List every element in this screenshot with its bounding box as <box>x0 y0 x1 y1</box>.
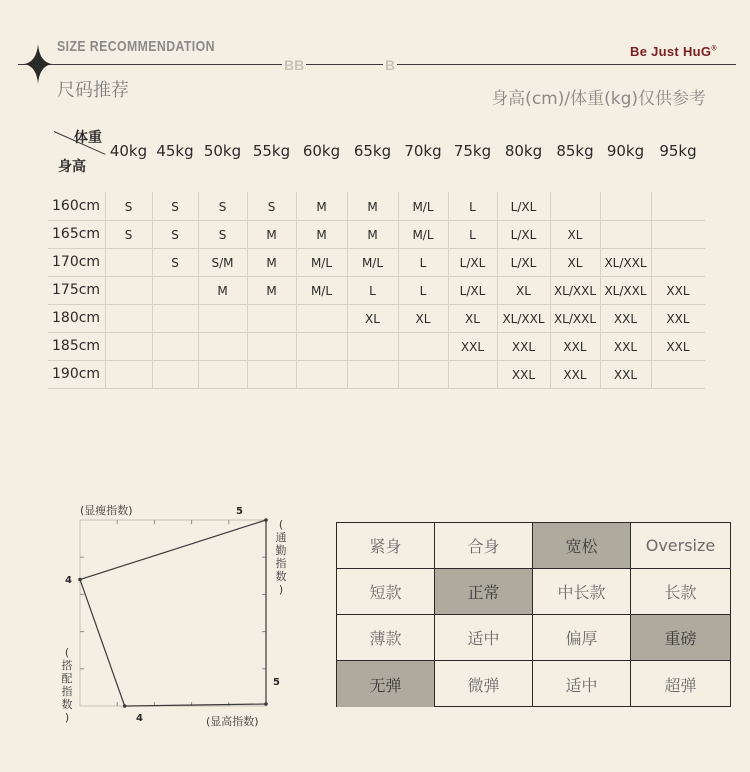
slimming-index-label: (显瘦指数) <box>80 504 133 517</box>
height-label: 185cm <box>52 338 101 354</box>
fit-index-plot <box>60 510 280 730</box>
height-label: 165cm <box>52 226 101 242</box>
size-cell: L <box>419 256 427 270</box>
attribute-option: 合身 <box>435 523 533 569</box>
vertical-label-char: 通 <box>275 531 287 544</box>
brand-logo <box>630 44 717 59</box>
size-cell: XXL <box>563 368 587 382</box>
matching-index-value: 4 <box>65 575 72 586</box>
registered-mark: ® <box>711 45 717 53</box>
watermark-logo-a: BB <box>284 57 305 73</box>
size-cell: M/L <box>310 256 333 270</box>
weight-header: 45kg <box>156 142 194 160</box>
table-column-divider <box>152 192 153 388</box>
attribute-option: Oversize <box>631 523 730 569</box>
fit-index-polygon <box>80 520 266 706</box>
size-cell: M <box>316 200 327 214</box>
table-row-divider <box>48 248 705 249</box>
attribute-option: 偏厚 <box>533 615 631 661</box>
size-cell: XXL <box>511 340 536 354</box>
fit-index-point <box>123 704 127 708</box>
fit-index-point <box>78 578 82 582</box>
size-cell: S <box>218 200 227 214</box>
weight-header: 50kg <box>203 142 242 160</box>
size-cell: XL <box>365 312 380 326</box>
attribute-option: 超弹 <box>664 675 697 695</box>
size-cell: S <box>124 228 133 242</box>
size-cell: XXL <box>666 340 690 354</box>
attribute-option-selected: 无弹 <box>337 661 435 707</box>
attribute-option-selected: 重磅 <box>631 615 730 661</box>
size-cell: S <box>124 200 133 214</box>
vertical-label-char: ) <box>64 711 70 724</box>
weight-header: 85kg <box>556 142 594 160</box>
fabric-attribute-grid <box>336 522 731 707</box>
attribute-option: 短款 <box>337 569 435 615</box>
size-cell: L/XL <box>459 256 486 270</box>
size-cell: S <box>267 200 276 214</box>
size-cell: M <box>316 228 327 242</box>
attribute-option: 薄款 <box>337 615 435 661</box>
size-cell: XL <box>567 256 583 270</box>
size-cell: S <box>218 228 227 242</box>
size-cell: M/L <box>310 284 333 298</box>
size-cell: XL/XXL <box>604 284 647 298</box>
table-row-divider <box>48 276 705 277</box>
weight-header: 80kg <box>504 142 543 160</box>
size-cell: M/L <box>412 228 434 242</box>
size-cell: L <box>469 200 476 214</box>
size-cell: S/M <box>211 256 234 270</box>
size-cell: XL <box>516 284 531 298</box>
size-cell: L <box>419 284 427 298</box>
table-row-divider <box>48 220 705 221</box>
table-row-divider <box>48 360 705 361</box>
vertical-label-char: 指 <box>61 685 73 698</box>
header-divider <box>18 64 736 65</box>
weight-header: 75kg <box>453 142 492 160</box>
vertical-label-char: 勤 <box>275 544 287 557</box>
table-column-divider <box>105 192 106 388</box>
height-label: 190cm <box>52 366 101 382</box>
size-cell: XL/XXL <box>553 312 597 326</box>
attribute-option: 微弹 <box>435 661 533 707</box>
attribute-option: 适中 <box>435 615 533 661</box>
size-cell: S <box>171 200 179 214</box>
size-cell: M <box>266 284 277 298</box>
size-cell: M/L <box>361 256 384 270</box>
height-label: 175cm <box>52 282 101 298</box>
page-title-en: SIZE RECOMMENDATION <box>57 38 215 55</box>
vertical-label-char: 搭 <box>61 659 73 672</box>
height-label: 160cm <box>52 198 101 214</box>
size-cell: L/XL <box>510 200 537 214</box>
size-cell: M <box>367 200 378 214</box>
attribute-option: 长款 <box>631 569 730 615</box>
brand-name: Be Just HuG <box>630 44 712 59</box>
size-cell: XXL <box>563 340 587 354</box>
size-cell: XXL <box>666 312 690 326</box>
weight-header: 55kg <box>252 142 291 160</box>
size-cell: L <box>469 228 476 242</box>
size-cell: XL <box>415 312 431 326</box>
size-cell: XXL <box>613 340 638 354</box>
size-cell: M <box>266 256 277 270</box>
fit-index-point <box>264 518 268 522</box>
vertical-label-char: 指 <box>275 557 287 570</box>
vertical-label-char: 数 <box>61 698 73 711</box>
size-cell: XL/XXL <box>502 312 545 326</box>
size-cell: M <box>217 284 228 298</box>
size-cell: XL <box>465 312 480 326</box>
watermark-logo-b: B <box>385 57 396 73</box>
size-cell: XL/XXL <box>604 256 647 270</box>
size-cell: M <box>367 228 378 242</box>
size-cell: XXL <box>613 312 638 326</box>
height-label: 180cm <box>52 310 101 326</box>
size-cell: S <box>171 256 179 270</box>
size-cell: XXL <box>613 368 638 382</box>
page-title-cn: 尺码推荐 <box>57 80 129 101</box>
attribute-option-selected: 正常 <box>435 569 533 615</box>
height-index-value: 4 <box>136 713 143 724</box>
attribute-option-selected: 宽松 <box>533 523 631 569</box>
size-cell: XXL <box>460 340 485 354</box>
weight-header: 65kg <box>353 142 392 160</box>
vertical-label-char: ( <box>278 518 284 531</box>
vertical-label-char: ) <box>278 583 284 596</box>
size-cell: XL/XXL <box>553 284 597 298</box>
vertical-label-char: ( <box>64 646 70 659</box>
attribute-option: 中长款 <box>533 569 631 615</box>
table-row-divider <box>48 388 705 389</box>
size-cell: XXL <box>666 284 690 298</box>
attribute-option: 紧身 <box>337 523 435 569</box>
size-cell: M <box>266 228 277 242</box>
weight-header: 40kg <box>109 142 148 160</box>
table-row-divider <box>48 304 705 305</box>
size-cell: L <box>369 284 376 298</box>
size-cell: S <box>171 228 179 242</box>
size-cell: XXL <box>511 368 536 382</box>
fit-index-point <box>264 702 268 706</box>
size-cell: M/L <box>412 200 434 214</box>
weight-header: 60kg <box>302 142 341 160</box>
slimming-index-value: 5 <box>236 506 243 517</box>
weight-header: 90kg <box>606 142 645 160</box>
corner-weight-label: 体重 <box>74 130 102 146</box>
size-cell: L/XL <box>459 284 486 298</box>
commute-index-value: 5 <box>273 677 280 688</box>
size-cell: XL <box>567 228 583 242</box>
size-cell: L/XL <box>510 228 537 242</box>
sparkle-icon <box>24 44 52 84</box>
table-row-divider <box>48 332 705 333</box>
corner-height-label: 身高 <box>58 159 86 175</box>
attribute-option: 适中 <box>533 661 631 707</box>
vertical-label-char: 数 <box>275 570 287 583</box>
vertical-label-char: 配 <box>61 672 73 685</box>
weight-header: 95kg <box>659 142 697 160</box>
height-index-label: (显高指数) <box>206 715 259 728</box>
unit-note: 身高(cm)/体重(kg)仅供参考 <box>491 89 706 109</box>
size-cell: L/XL <box>510 256 537 270</box>
height-label: 170cm <box>52 254 101 270</box>
weight-header: 70kg <box>404 142 442 160</box>
plot-frame <box>80 520 266 706</box>
